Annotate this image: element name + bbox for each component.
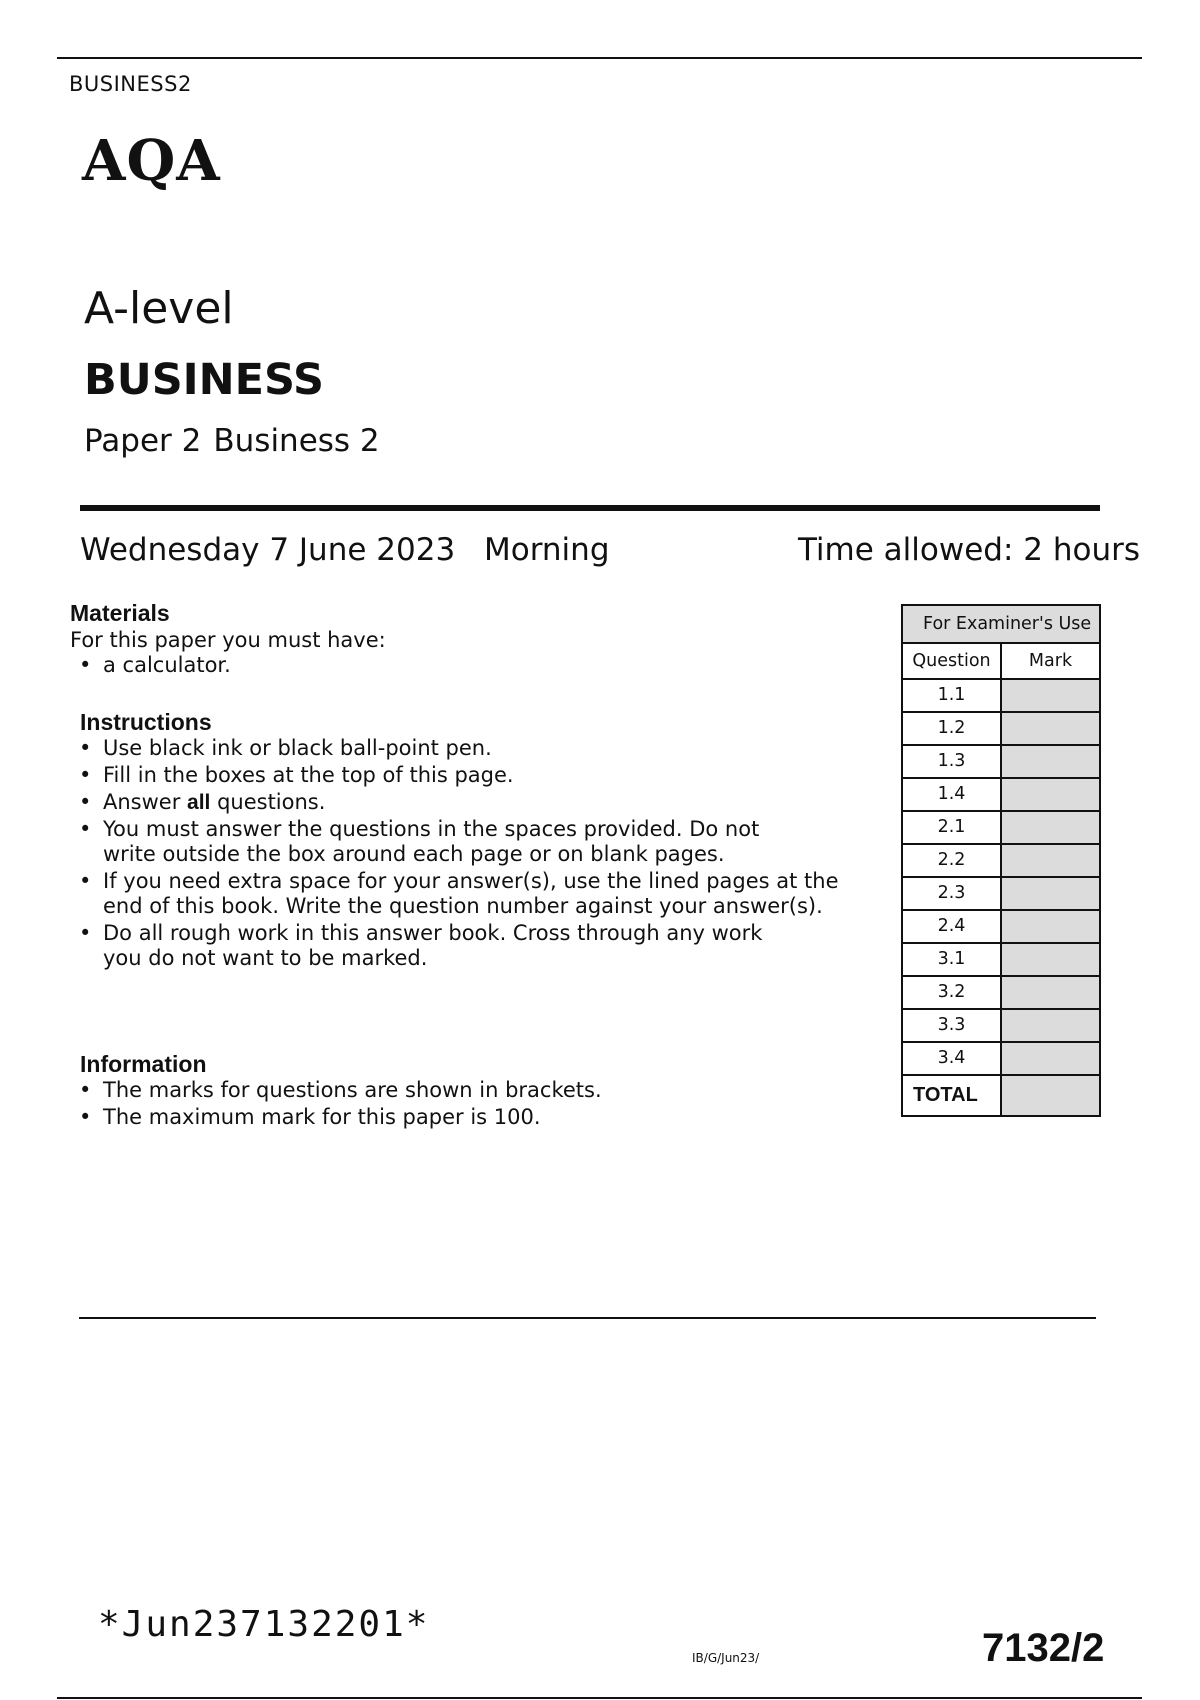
- table-row: [903, 911, 1099, 944]
- examiner-table-heading: For Examiner's Use: [903, 606, 1099, 644]
- column-header-question: Question: [903, 644, 1002, 678]
- total-label: TOTAL: [903, 1076, 1002, 1115]
- mark-cell: [1002, 746, 1099, 777]
- list-item: • Do all rough work in this answer book. Cross through any work you do not want to be marked.: [70, 921, 850, 971]
- paper-title: [84, 422, 380, 461]
- table-row: [903, 812, 1099, 845]
- question-number: 2.2: [903, 845, 1002, 876]
- table-row: [903, 746, 1099, 779]
- list-item: • Answer all questions.: [70, 790, 850, 815]
- exam-date: Wednesday 7 June 2023: [80, 532, 456, 568]
- table-row: [903, 944, 1099, 977]
- total-mark-cell: [1002, 1076, 1099, 1115]
- mark-cell: [1002, 845, 1099, 876]
- question-number: 1.4: [903, 779, 1002, 810]
- column-header-mark: Mark: [1002, 644, 1099, 678]
- list-item: • You must answer the questions in the spaces provided. Do not write outside the box around each page or on blank pages.: [70, 817, 850, 867]
- materials-list: [70, 653, 850, 678]
- question-number: 3.1: [903, 944, 1002, 975]
- header-code: BUSINESS2: [69, 72, 192, 96]
- table-row: [903, 1010, 1099, 1043]
- materials-heading: Materials: [70, 600, 170, 626]
- table-row: [903, 713, 1099, 746]
- mark-cell: [1002, 944, 1099, 975]
- table-row: [903, 878, 1099, 911]
- mark-cell: [1002, 911, 1099, 942]
- paper-reference: IB/G/Jun23/: [692, 1651, 760, 1665]
- top-rule: [57, 57, 1142, 59]
- mark-cell: [1002, 812, 1099, 843]
- list-item: • Use black ink or black ball-point pen.: [70, 736, 850, 761]
- information-heading: Information: [80, 1051, 207, 1077]
- question-number: 3.4: [903, 1043, 1002, 1074]
- list-item: • a calculator.: [70, 653, 850, 678]
- instructions-section: [80, 708, 850, 973]
- paper-number: Paper 2: [84, 423, 202, 459]
- mark-cell: [1002, 977, 1099, 1008]
- table-row: [903, 845, 1099, 878]
- mark-cell: [1002, 1043, 1099, 1074]
- paper-code: 7132/2: [982, 1626, 1105, 1670]
- materials-section: [70, 599, 850, 680]
- question-number: 1.1: [903, 680, 1002, 711]
- question-number: 2.3: [903, 878, 1002, 909]
- question-number: 1.3: [903, 746, 1002, 777]
- information-list: [70, 1078, 850, 1130]
- question-number: 3.2: [903, 977, 1002, 1008]
- question-number: 2.4: [903, 911, 1002, 942]
- aqa-logo: AQA: [82, 128, 221, 194]
- mark-cell: [1002, 878, 1099, 909]
- barcode-text: *Jun237132201*: [98, 1604, 430, 1645]
- table-row: [903, 977, 1099, 1010]
- total-row: [903, 1076, 1099, 1115]
- mark-cell: [1002, 680, 1099, 711]
- table-row: [903, 680, 1099, 713]
- exam-session: Morning: [484, 532, 610, 568]
- table-row: [903, 779, 1099, 812]
- information-section: [80, 1050, 850, 1132]
- materials-intro: For this paper you must have:: [70, 628, 386, 652]
- mark-cell: [1002, 713, 1099, 744]
- mark-cell: [1002, 779, 1099, 810]
- question-number: 3.3: [903, 1010, 1002, 1041]
- list-item: • If you need extra space for your answer(s), use the lined pages at the end of this book. Write the question number against your answer(s).: [70, 869, 850, 919]
- qualification-level: A-level: [84, 283, 234, 334]
- list-item: • The maximum mark for this paper is 100.: [70, 1105, 850, 1130]
- time-allowed: Time allowed: 2 hours: [797, 532, 1140, 568]
- title-rule: [80, 505, 1100, 511]
- list-item: • Fill in the boxes at the top of this page.: [70, 763, 850, 788]
- subject-title: BUSINESS: [84, 355, 325, 405]
- question-number: 1.2: [903, 713, 1002, 744]
- bottom-content-rule: [79, 1317, 1096, 1319]
- paper-name: Business 2: [213, 423, 380, 459]
- question-number: 2.1: [903, 812, 1002, 843]
- examiner-table-header-row: [903, 644, 1099, 680]
- list-item: • The marks for questions are shown in brackets.: [70, 1078, 850, 1103]
- table-row: [903, 1043, 1099, 1076]
- bottom-rule: [57, 1697, 1142, 1699]
- mark-cell: [1002, 1010, 1099, 1041]
- instructions-heading: Instructions: [80, 709, 212, 735]
- instructions-list: [70, 736, 850, 971]
- examiner-use-table: [901, 604, 1101, 1117]
